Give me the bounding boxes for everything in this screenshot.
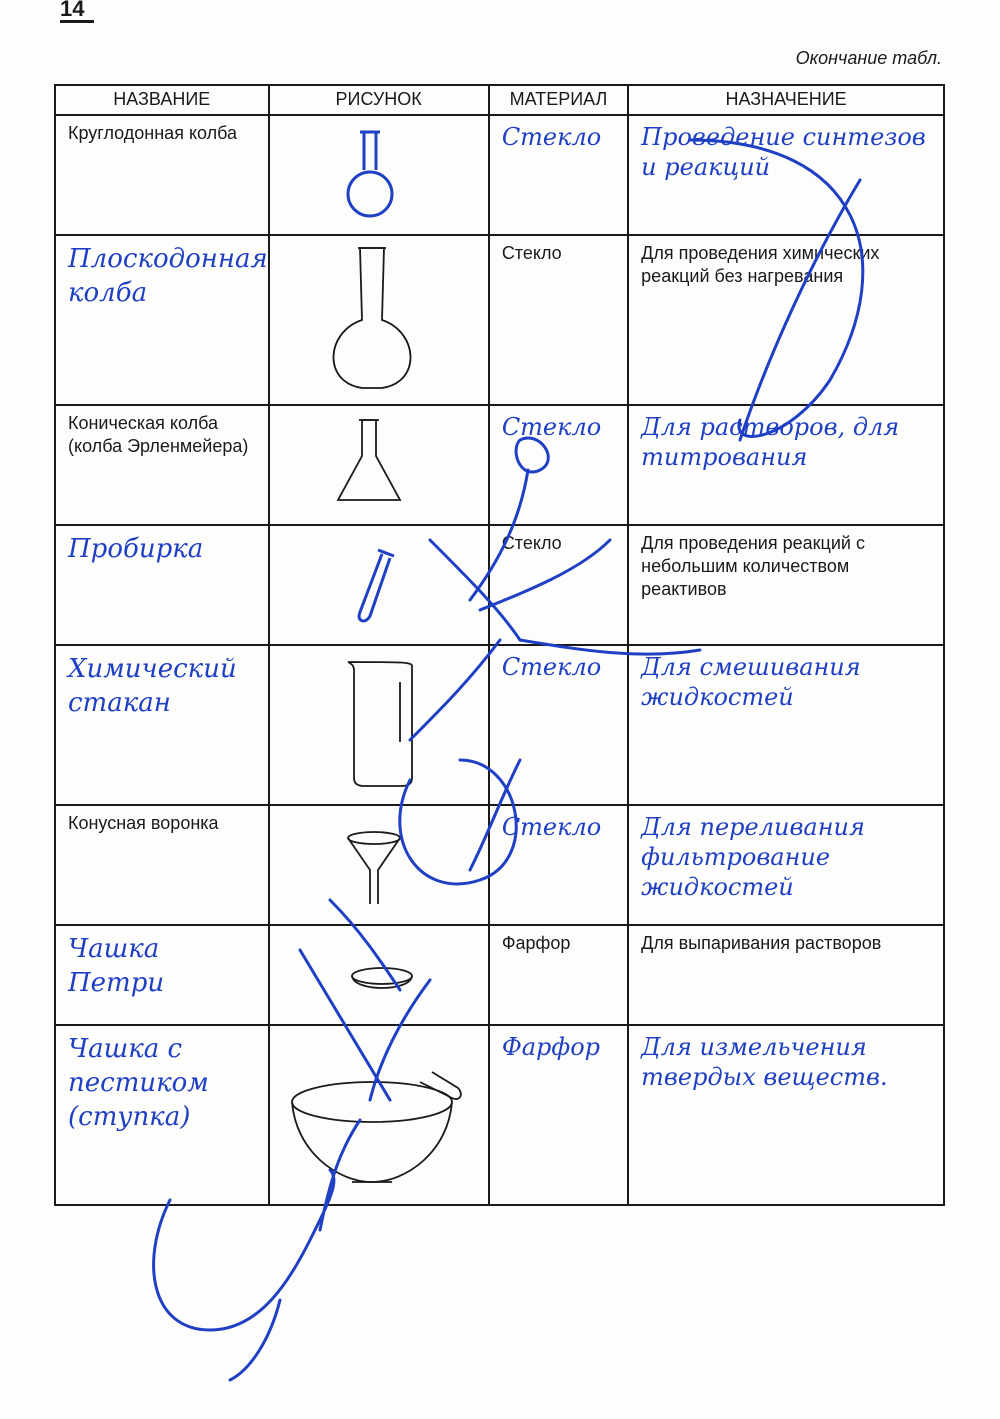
apparatus-purpose: Для выпаривания растворов	[641, 933, 882, 953]
cell-picture	[269, 645, 489, 805]
apparatus-material: Стекло	[501, 243, 562, 263]
table-header-row	[55, 85, 944, 115]
cell-name	[55, 405, 269, 525]
apparatus-material: Стекло	[501, 813, 602, 841]
conical-flask-icon	[282, 412, 476, 518]
table-row-3	[55, 405, 944, 525]
header-material: МАТЕРИАЛ	[489, 85, 628, 115]
table-row-2	[55, 235, 944, 405]
apparatus-material: Стекло	[501, 413, 602, 441]
cell-material	[489, 115, 628, 235]
apparatus-purpose: Для измельчения твердых веществ.	[641, 1033, 888, 1091]
cell-material	[489, 405, 628, 525]
header-purpose: НАЗНАЧЕНИЕ	[628, 85, 944, 115]
cell-purpose	[628, 235, 944, 405]
cell-name	[55, 1025, 269, 1205]
funnel-icon	[282, 812, 476, 918]
apparatus-purpose: Для проведения реакций с небольшим количеством реактивов	[641, 533, 865, 599]
cell-picture	[269, 805, 489, 925]
cell-picture	[269, 235, 489, 405]
flat-bottom-flask-icon	[282, 242, 476, 398]
apparatus-purpose: Для проведения химических реакций без нагревания	[641, 243, 880, 286]
cell-purpose	[628, 405, 944, 525]
table-row-8	[55, 1025, 944, 1205]
apparatus-material: Фарфор	[501, 1033, 601, 1061]
cell-picture	[269, 115, 489, 235]
apparatus-purpose: Для смешивания жидкостей	[641, 653, 861, 711]
cell-material	[489, 925, 628, 1025]
cell-name	[55, 115, 269, 235]
table-row-6	[55, 805, 944, 925]
cell-picture	[269, 1025, 489, 1205]
apparatus-material: Стекло	[501, 123, 602, 151]
cell-name	[55, 525, 269, 645]
cell-purpose	[628, 115, 944, 235]
apparatus-name: Чашка с пестиком (ступка)	[68, 1034, 209, 1132]
cell-purpose	[628, 1025, 944, 1205]
apparatus-name: Конусная воронка	[68, 813, 219, 833]
cell-picture	[269, 405, 489, 525]
apparatus-name: Химический стакан	[68, 654, 237, 718]
apparatus-purpose: Для переливания фильтрование жидкостей	[641, 813, 865, 901]
cell-material	[489, 1025, 628, 1205]
apparatus-table	[54, 84, 945, 1206]
page-number: 14	[60, 0, 94, 23]
table-row-5	[55, 645, 944, 805]
cell-purpose	[628, 525, 944, 645]
cell-material	[489, 805, 628, 925]
table-row-1	[55, 115, 944, 235]
apparatus-purpose: Для растворов, для титрования	[641, 413, 900, 471]
cell-purpose	[628, 805, 944, 925]
apparatus-name: Пробирка	[68, 534, 204, 564]
apparatus-name: Коническая колба (колба Эрленмейера)	[68, 413, 249, 456]
cell-material	[489, 235, 628, 405]
apparatus-name: Круглодонная колба	[68, 123, 238, 143]
cell-material	[489, 525, 628, 645]
mortar-pestle-icon	[282, 1032, 476, 1198]
cell-material	[489, 645, 628, 805]
header-name: НАЗВАНИЕ	[55, 85, 269, 115]
table-row-4	[55, 525, 944, 645]
beaker-icon	[282, 652, 476, 798]
header-picture: РИСУНОК	[269, 85, 489, 115]
apparatus-material: Стекло	[501, 653, 602, 681]
cell-name	[55, 805, 269, 925]
apparatus-material: Стекло	[501, 533, 562, 553]
apparatus-material: Фарфор	[501, 933, 571, 953]
table-row-7	[55, 925, 944, 1025]
apparatus-purpose: Проведение синтезов и реакций	[641, 123, 926, 181]
round-bottom-flask-icon	[282, 122, 476, 228]
cell-purpose	[628, 645, 944, 805]
test-tube-icon	[282, 532, 476, 638]
petri-dish-icon	[282, 932, 476, 1018]
cell-name	[55, 925, 269, 1025]
apparatus-name: Чашка Петри	[68, 934, 165, 998]
table-caption: Окончание табл.	[795, 48, 942, 68]
cell-picture	[269, 525, 489, 645]
cell-name	[55, 235, 269, 405]
cell-name	[55, 645, 269, 805]
cell-purpose	[628, 925, 944, 1025]
apparatus-name: Плоскодонная колба	[68, 244, 268, 308]
cell-picture	[269, 925, 489, 1025]
